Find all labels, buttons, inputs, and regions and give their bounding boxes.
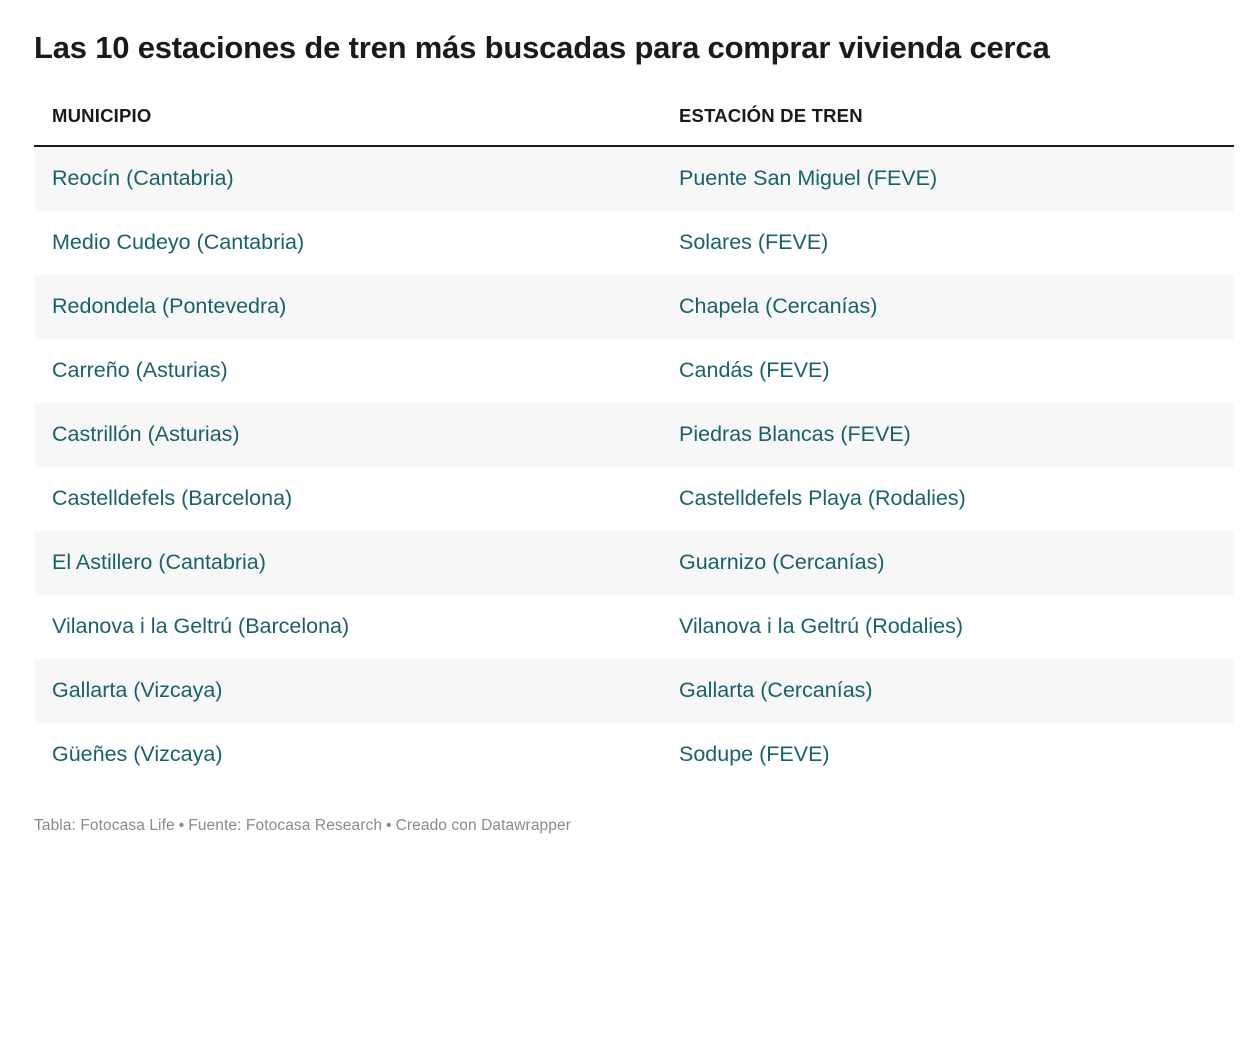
table-row <box>34 531 1234 595</box>
table-row <box>34 146 1234 211</box>
cell-estacion: Vilanova i la Geltrú (Rodalies) <box>679 613 964 638</box>
page-title: Las 10 estaciones de tren más buscadas para comprar vivienda cerca <box>34 30 1050 65</box>
table-header <box>34 105 1234 146</box>
cell-municipio: Redondela (Pontevedra) <box>52 293 287 318</box>
cell-municipio: Carreño (Asturias) <box>52 357 228 382</box>
table-row <box>34 659 1234 723</box>
footer-separator: • <box>178 816 185 834</box>
cell-estacion: Solares (FEVE) <box>679 229 829 254</box>
cell-municipio: Medio Cudeyo (Cantabria) <box>52 229 305 254</box>
column-header-estacion: ESTACIÓN DE TREN <box>665 105 1234 146</box>
footer-created-with: Creado con Datawrapper <box>395 816 571 834</box>
cell-estacion: Gallarta (Cercanías) <box>679 677 873 702</box>
table-row <box>34 723 1234 787</box>
cell-municipio: Castelldefels (Barcelona) <box>52 485 293 510</box>
table-body <box>34 146 1234 787</box>
cell-estacion: Sodupe (FEVE) <box>679 741 830 766</box>
cell-municipio: Castrillón (Asturias) <box>52 421 240 446</box>
table-row <box>34 595 1234 659</box>
cell-estacion: Guarnizo (Cercanías) <box>679 549 885 574</box>
stations-table <box>34 105 1234 787</box>
chart-footer <box>34 817 1220 835</box>
table-row <box>34 339 1234 403</box>
cell-estacion: Candás (FEVE) <box>679 357 830 382</box>
cell-municipio: Gallarta (Vizcaya) <box>52 677 223 702</box>
cell-municipio: Vilanova i la Geltrú (Barcelona) <box>52 613 350 638</box>
table-header-row <box>34 105 1234 146</box>
footer-separator: • <box>386 816 392 834</box>
cell-municipio: Reocín (Cantabria) <box>52 165 234 190</box>
table-row <box>34 403 1234 467</box>
cell-estacion: Puente San Miguel (FEVE) <box>679 165 938 190</box>
footer-table-credit: Tabla: Fotocasa Life <box>34 816 175 834</box>
cell-municipio: Güeñes (Vizcaya) <box>52 741 223 766</box>
table-row <box>34 211 1234 275</box>
cell-estacion: Piedras Blancas (FEVE) <box>679 421 911 446</box>
cell-estacion: Chapela (Cercanías) <box>679 293 878 318</box>
cell-estacion: Castelldefels Playa (Rodalies) <box>679 485 966 510</box>
table-row <box>34 275 1234 339</box>
cell-municipio: El Astillero (Cantabria) <box>52 549 266 574</box>
table-row <box>34 467 1234 531</box>
footer-source: Fuente: Fotocasa Research <box>188 816 383 834</box>
column-header-municipio: MUNICIPIO <box>34 105 665 146</box>
